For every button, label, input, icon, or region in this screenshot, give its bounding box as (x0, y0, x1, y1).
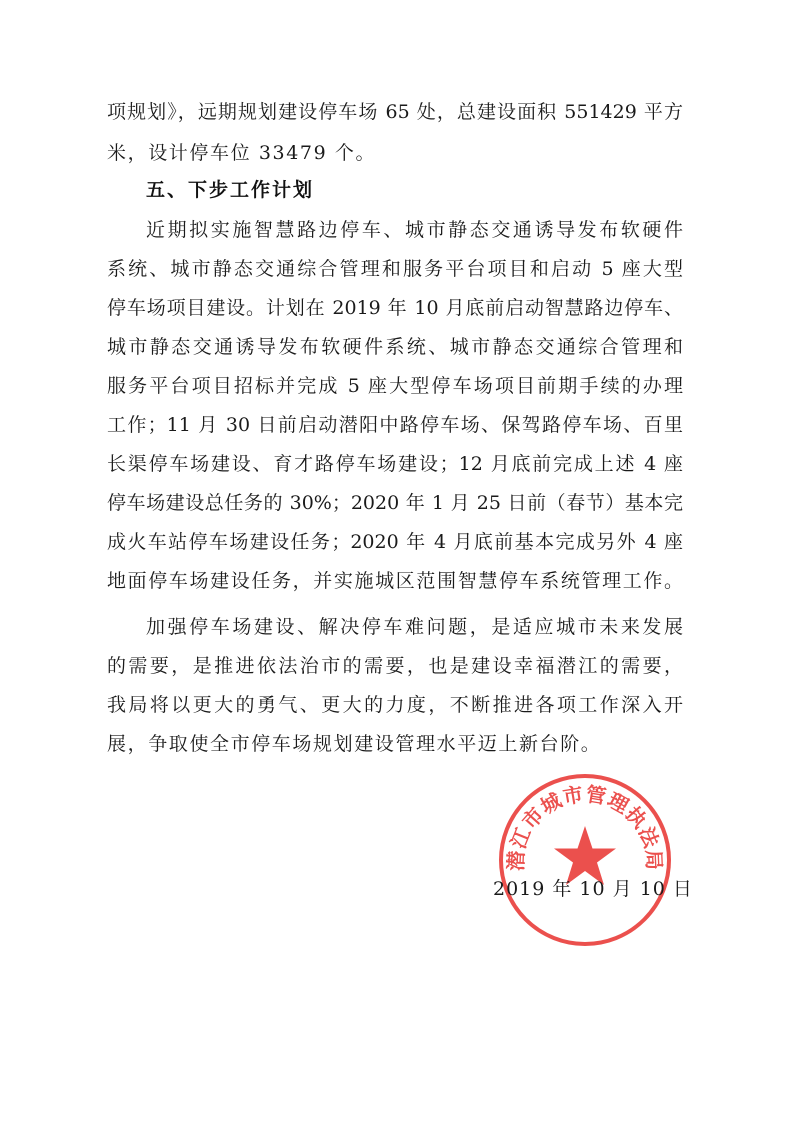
paragraph-2-line-5: 服务平台项目招标并完成 5 座大型停车场项目前期手续的办理 (107, 375, 683, 397)
paragraph-3-line-2: 的需要，是推进依法治市的需要，也是建设幸福潜江的需要， (107, 655, 683, 677)
paragraph-2-line-3: 停车场项目建设。计划在 2019 年 10 月底前启动智慧路边停车、 (107, 297, 683, 319)
official-seal (495, 770, 675, 950)
paragraph-2-line-8: 停车场建设总任务的 30%；2020 年 1 月 25 日前（春节）基本完 (107, 492, 683, 514)
paragraph-3-line-4: 展，争取使全市停车场规划建设管理水平迈上新台阶。 (107, 733, 602, 755)
paragraph-1-line-1: 项规划》，远期规划建设停车场 65 处，总建设面积 551429 平方 (107, 101, 683, 123)
paragraph-3-line-1: 加强停车场建设、解决停车难问题，是适应城市未来发展 (146, 616, 683, 638)
paragraph-1-line-2: 米，设计停车位 33479 个。 (107, 142, 377, 164)
paragraph-2-line-10: 地面停车场建设任务，并实施城区范围智慧停车系统管理工作。 (107, 570, 683, 592)
paragraph-2-line-2: 系统、城市静态交通综合管理和服务平台项目和启动 5 座大型 (107, 258, 683, 280)
paragraph-2-line-7: 长渠停车场建设、育才路停车场建设；12 月底前完成上述 4 座 (107, 453, 683, 475)
seal-text: 潜江市城市管理执法局 (503, 781, 667, 872)
paragraph-3-line-3: 我局将以更大的勇气、更大的力度，不断推进各项工作深入开 (107, 694, 683, 716)
paragraph-2-line-4: 城市静态交通诱导发布软硬件系统、城市静态交通综合管理和 (107, 336, 683, 358)
section-heading: 五、下步工作计划 (146, 179, 315, 201)
paragraph-2-line-1: 近期拟实施智慧路边停车、城市静态交通诱导发布软硬件 (146, 219, 683, 241)
paragraph-2-line-6: 工作；11 月 30 日前启动潜阳中路停车场、保驾路停车场、百里 (107, 414, 683, 436)
paragraph-2-line-9: 成火车站停车场建设任务；2020 年 4 月底前基本完成另外 4 座 (107, 531, 683, 553)
signature-date: 2019 年 10 月 10 日 (493, 878, 693, 900)
